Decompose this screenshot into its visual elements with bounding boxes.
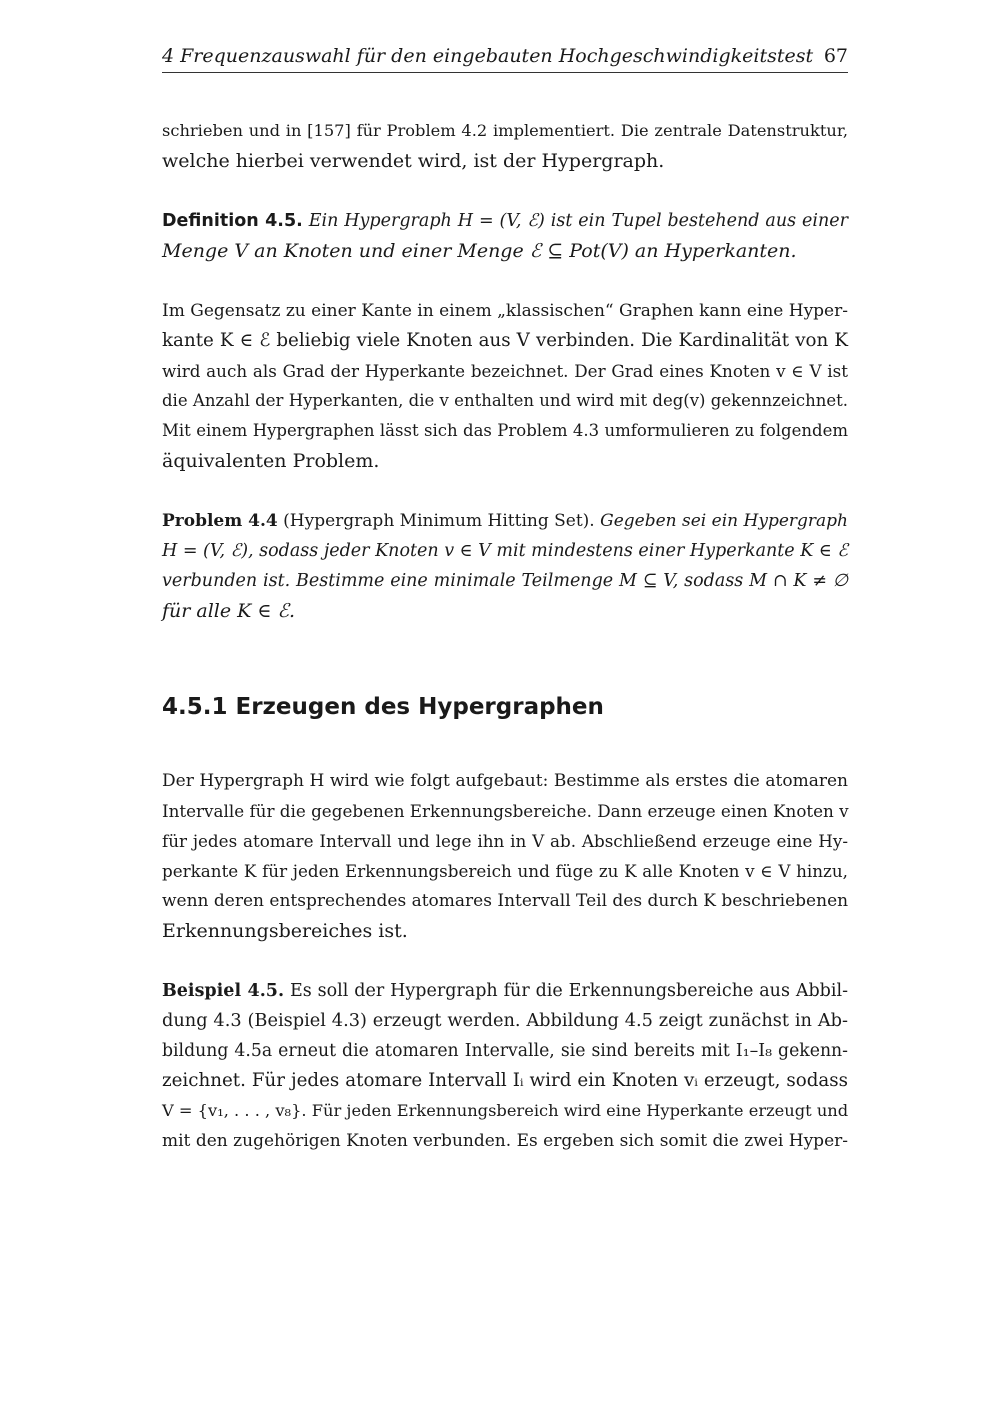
header-title: 4 Frequenzauswahl für den eingebauten Hochgeschwindigkeitstest — [162, 45, 814, 67]
text-line: die Anzahl der Hyperkanten, die v enthalten und wird mit deg(v) gekennzeichnet. — [162, 391, 848, 410]
text-line: schrieben und in [157] für Problem 4.2 implementiert. Die zentrale Datenstruktur, — [162, 121, 848, 140]
example-line: zeichnet. Für jedes atomare Intervall Iᵢ wird ein Knoten vᵢ erzeugt, sodass — [162, 1070, 848, 1091]
running-header — [162, 42, 848, 73]
problem-line: für alle K ∈ ℰ. — [162, 600, 296, 622]
problem-line — [162, 506, 848, 536]
text-line: Im Gegensatz zu einer Kante in einem „klassischen“ Graphen kann eine Hyper- — [162, 301, 848, 321]
text-line: Erkennungsbereiches ist. — [162, 920, 408, 942]
example-label: Beispiel 4.5. — [162, 981, 285, 1001]
problem-name: (Hypergraph Minimum Hitting Set). — [283, 511, 595, 531]
section-heading: 4.5.1 Erzeugen des Hypergraphen — [162, 694, 604, 720]
text-line: für jedes atomare Intervall und lege ihn in V ab. Abschließend erzeuge eine Hy- — [162, 831, 848, 851]
construction-paragraph — [162, 766, 848, 946]
problem-block — [162, 506, 848, 626]
intro-paragraph — [162, 116, 848, 176]
example-line: V = {v₁, . . . , v₈}. Für jeden Erkennungsbereich wird eine Hyperkante erzeugt und — [162, 1101, 849, 1120]
example-line: bildung 4.5a erneut die atomaren Intervalle, sie sind bereits mit I₁–I₈ gekenn- — [162, 1041, 848, 1061]
hyperedge-paragraph — [162, 296, 848, 476]
text-line: wenn deren entsprechendes atomares Intervall Teil des durch K beschriebenen — [162, 891, 849, 911]
text-line: perkante K für jeden Erkennungsbereich und füge zu K alle Knoten v ∈ V hinzu, — [162, 861, 848, 881]
problem-text: Gegeben sei ein Hypergraph — [600, 511, 848, 531]
text-line: Mit einem Hypergraphen lässt sich das Problem 4.3 umformulieren zu folgendem — [162, 421, 848, 440]
definition-block — [162, 206, 848, 266]
problem-line: H = (V, ℰ), sodass jeder Knoten v ∈ V mit mindestens einer Hyperkante K ∈ ℰ — [162, 541, 848, 561]
definition-label: Definition 4.5. — [162, 211, 303, 231]
example-line: mit den zugehörigen Knoten verbunden. Es ergeben sich somit die zwei Hyper- — [162, 1131, 848, 1151]
definition-text: Ein Hypergraph H = (V, ℰ) ist ein Tupel bestehend aus einer — [308, 211, 848, 231]
text-line: äquivalenten Problem. — [162, 450, 380, 472]
problem-label: Problem 4.4 — [162, 511, 278, 531]
text-line: kante K ∈ ℰ beliebig viele Knoten aus V verbinden. Die Kardinalität von K — [162, 330, 848, 351]
definition-line: Menge V an Knoten und einer Menge ℰ ⊆ Pot(V) an Hyperkanten. — [162, 240, 797, 262]
text-line: welche hierbei verwendet wird, ist der Hypergraph. — [162, 150, 665, 172]
example-text: Es soll der Hypergraph für die Erkennungsbereiche aus Abbil- — [290, 981, 848, 1001]
problem-line: verbunden ist. Bestimme eine minimale Teilmenge M ⊆ V, sodass M ∩ K ≠ ∅ — [162, 571, 848, 591]
example-line — [162, 976, 848, 1006]
page-number: 67 — [823, 45, 848, 67]
example-block — [162, 976, 848, 1156]
text-line: Der Hypergraph H wird wie folgt aufgebaut: Bestimme als erstes die atomaren — [162, 771, 848, 791]
text-line: Intervalle für die gegebenen Erkennungsbereiche. Dann erzeuge einen Knoten v — [162, 801, 849, 821]
text-line: wird auch als Grad der Hyperkante bezeichnet. Der Grad eines Knoten v ∈ V ist — [162, 361, 848, 381]
definition-line — [162, 206, 848, 236]
example-line: dung 4.3 (Beispiel 4.3) erzeugt werden. Abbildung 4.5 zeigt zunächst in Ab- — [162, 1011, 848, 1031]
